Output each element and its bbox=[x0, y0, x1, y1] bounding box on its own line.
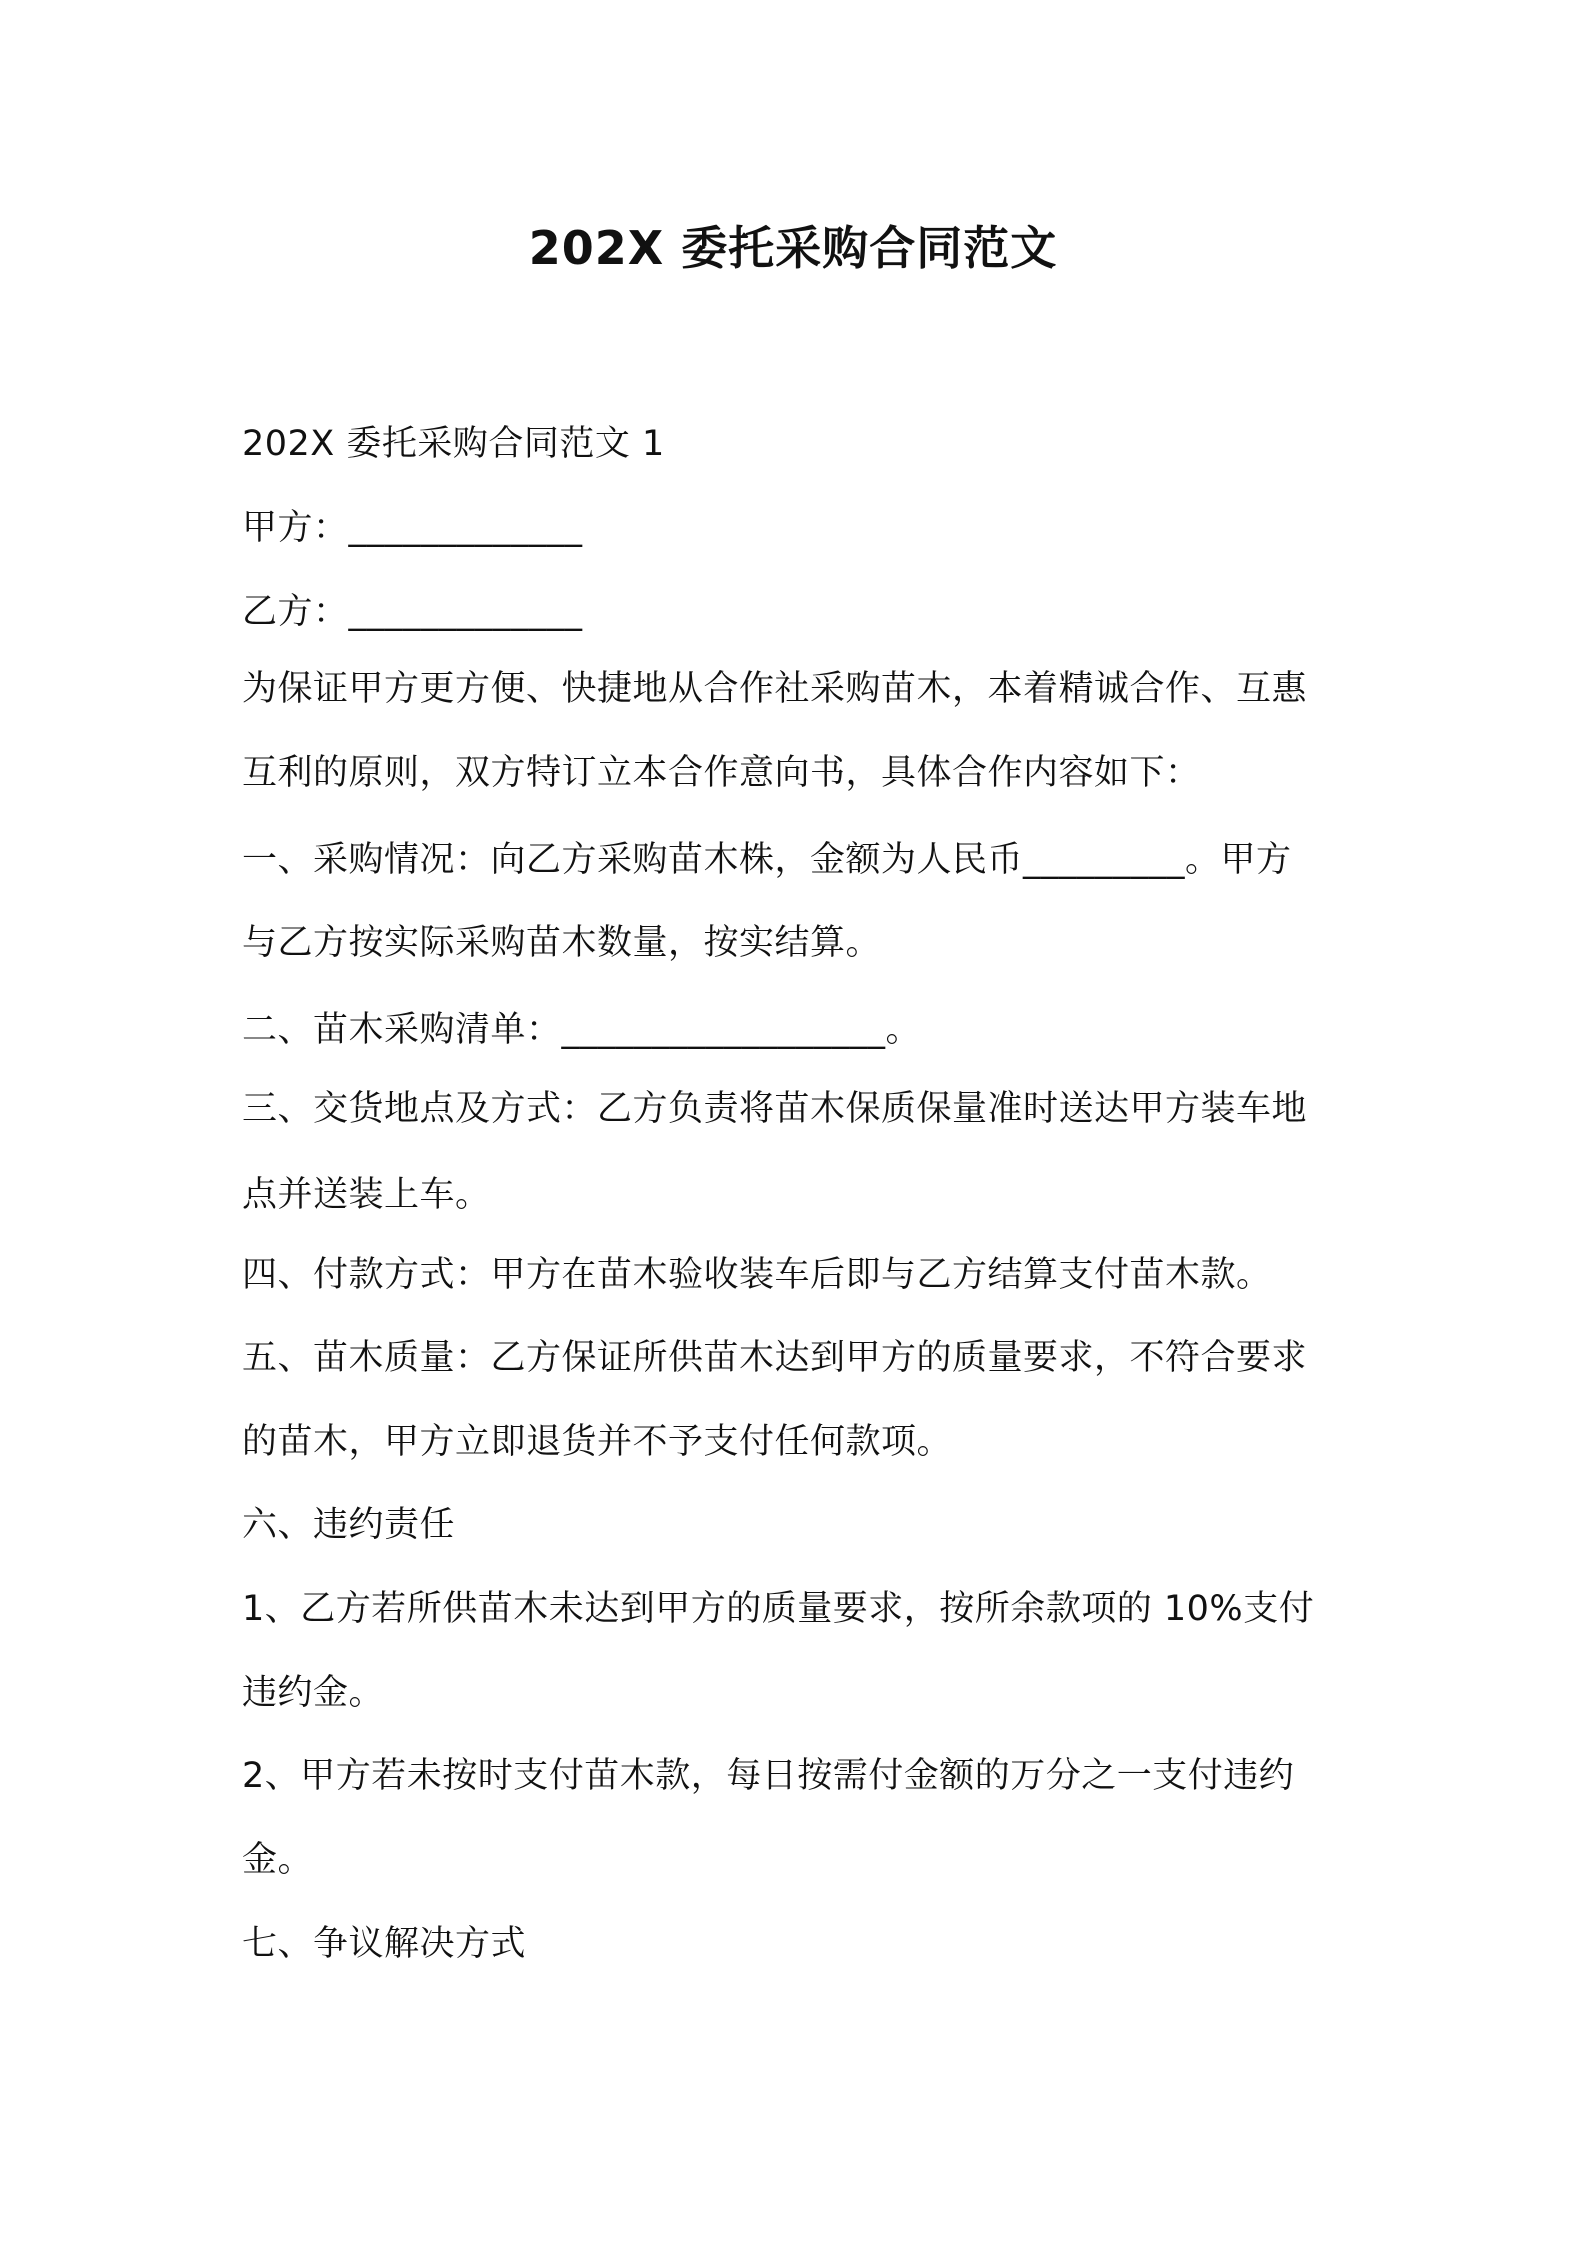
section-heading: 七、争议解决方式 bbox=[242, 1924, 527, 1964]
paragraph-line: 与乙方按实际采购苗木数量，按实结算。 bbox=[242, 923, 882, 963]
document-title: 202X 委托采购合同范文 bbox=[528, 221, 1058, 275]
paragraph-line: 三、交货地点及方式：乙方负责将苗木保质保量准时送达甲方装车地 bbox=[242, 1089, 1308, 1129]
paragraph-line: 五、苗木质量：乙方保证所供苗木达到甲方的质量要求，不符合要求 bbox=[242, 1338, 1308, 1378]
paragraph-line: 金。 bbox=[242, 1840, 314, 1880]
party-a-line: 甲方：_____________ bbox=[242, 508, 583, 548]
section-heading: 六、违约责任 bbox=[242, 1505, 456, 1545]
paragraph-line: 1、乙方若所供苗木未达到甲方的质量要求，按所余款项的 10%支付 bbox=[242, 1589, 1315, 1629]
paragraph-line: 二、苗木采购清单：__________________。 bbox=[242, 1010, 922, 1050]
party-b-line: 乙方：_____________ bbox=[242, 592, 583, 632]
paragraph-line: 点并送装上车。 bbox=[242, 1175, 491, 1215]
paragraph-line: 违约金。 bbox=[242, 1673, 385, 1713]
paragraph-line: 互利的原则，双方特订立本合作意向书，具体合作内容如下： bbox=[242, 753, 1201, 793]
paragraph-line: 2、甲方若未按时支付苗木款，每日按需付金额的万分之一支付违约 bbox=[242, 1756, 1295, 1796]
section-heading: 202X 委托采购合同范文 1 bbox=[242, 424, 665, 464]
paragraph-line: 的苗木，甲方立即退货并不予支付任何款项。 bbox=[242, 1422, 953, 1462]
paragraph-line: 为保证甲方更方便、快捷地从合作社采购苗木，本着精诚合作、互惠 bbox=[242, 669, 1308, 709]
paragraph-line: 一、采购情况：向乙方采购苗木株，金额为人民币_________。甲方 bbox=[242, 840, 1292, 880]
paragraph-line: 四、付款方式：甲方在苗木验收装车后即与乙方结算支付苗木款。 bbox=[242, 1255, 1272, 1295]
